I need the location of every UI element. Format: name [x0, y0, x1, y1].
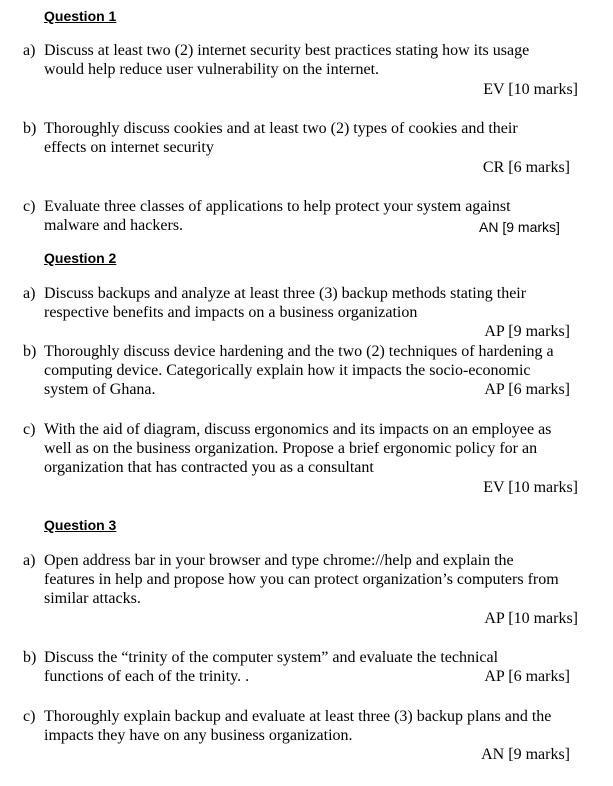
q3-a-line-2: features in help and propose how you can protect organization’s computers from: [44, 571, 559, 588]
q1-c-line-1: Evaluate three classes of applications to help protect your system against: [44, 198, 511, 215]
q2-c-mark: EV [10 marks]: [483, 479, 578, 496]
q1-b-letter: b): [23, 120, 37, 137]
q2-c-line-2: well as on the business organization. Propose a brief ergonomic policy for an: [44, 440, 538, 457]
q2-a-letter: a): [23, 285, 36, 302]
q2-b-letter: b): [23, 343, 37, 360]
q1-a-line-1: Discuss at least two (2) internet security best practices stating how its usage: [44, 42, 530, 59]
q1-a-mark: EV [10 marks]: [483, 81, 578, 98]
q1-a-line-2: would help reduce user vulnerability on the internet.: [44, 61, 380, 78]
q2-a-mark: AP [9 marks]: [484, 323, 570, 340]
q1-a-letter: a): [23, 42, 36, 59]
q3-b-line-2: functions of each of the trinity. .: [44, 668, 250, 685]
q1-c-letter: c): [23, 198, 36, 215]
q3-a-line-3: similar attacks.: [44, 590, 141, 607]
q2-c-line-3: organization that has contracted you as a consultant: [44, 459, 374, 476]
q3-a-mark: AP [10 marks]: [484, 610, 578, 627]
q1-c-mark: AN [9 marks]: [479, 219, 560, 235]
q3-b-line-1: Discuss the “trinity of the computer system” and evaluate the technical: [44, 649, 499, 666]
question-1-title: Question 1: [44, 8, 117, 24]
q3-b-mark: AP [6 marks]: [484, 668, 570, 685]
q2-b-line-2: computing device. Categorically explain how it impacts the socio-economic: [44, 362, 531, 379]
q2-c-line-1: With the aid of diagram, discuss ergonomics and its impacts on an employee as: [44, 421, 552, 438]
q2-b-mark: AP [6 marks]: [484, 381, 570, 398]
q3-a-letter: a): [23, 552, 36, 569]
q2-b-line-3: system of Ghana.: [44, 381, 156, 398]
q3-b-letter: b): [23, 649, 37, 666]
q3-c-line-1: Thoroughly explain backup and evaluate at least three (3) backup plans and the: [44, 708, 552, 725]
question-2-title: Question 2: [44, 250, 117, 266]
q1-b-line-1: Thoroughly discuss cookies and at least two (2) types of cookies and their: [44, 120, 518, 137]
q2-a-line-1: Discuss backups and analyze at least three (3) backup methods stating their: [44, 285, 527, 302]
q2-c-letter: c): [23, 421, 36, 438]
q3-a-line-1: Open address bar in your browser and type chrome://help and explain the: [44, 552, 514, 569]
q2-b-line-1: Thoroughly discuss device hardening and the two (2) techniques of hardening a: [44, 343, 554, 360]
q2-a-line-2: respective benefits and impacts on a business organization: [44, 304, 418, 321]
q1-b-line-2: effects on internet security: [44, 139, 214, 156]
q3-c-letter: c): [23, 708, 36, 725]
question-3-title: Question 3: [44, 517, 117, 533]
q1-c-line-2: malware and hackers.: [44, 217, 184, 234]
q1-b-mark: CR [6 marks]: [482, 159, 570, 176]
q3-c-mark: AN [9 marks]: [481, 746, 570, 763]
q3-c-line-2: impacts they have on any business organization.: [44, 727, 353, 744]
